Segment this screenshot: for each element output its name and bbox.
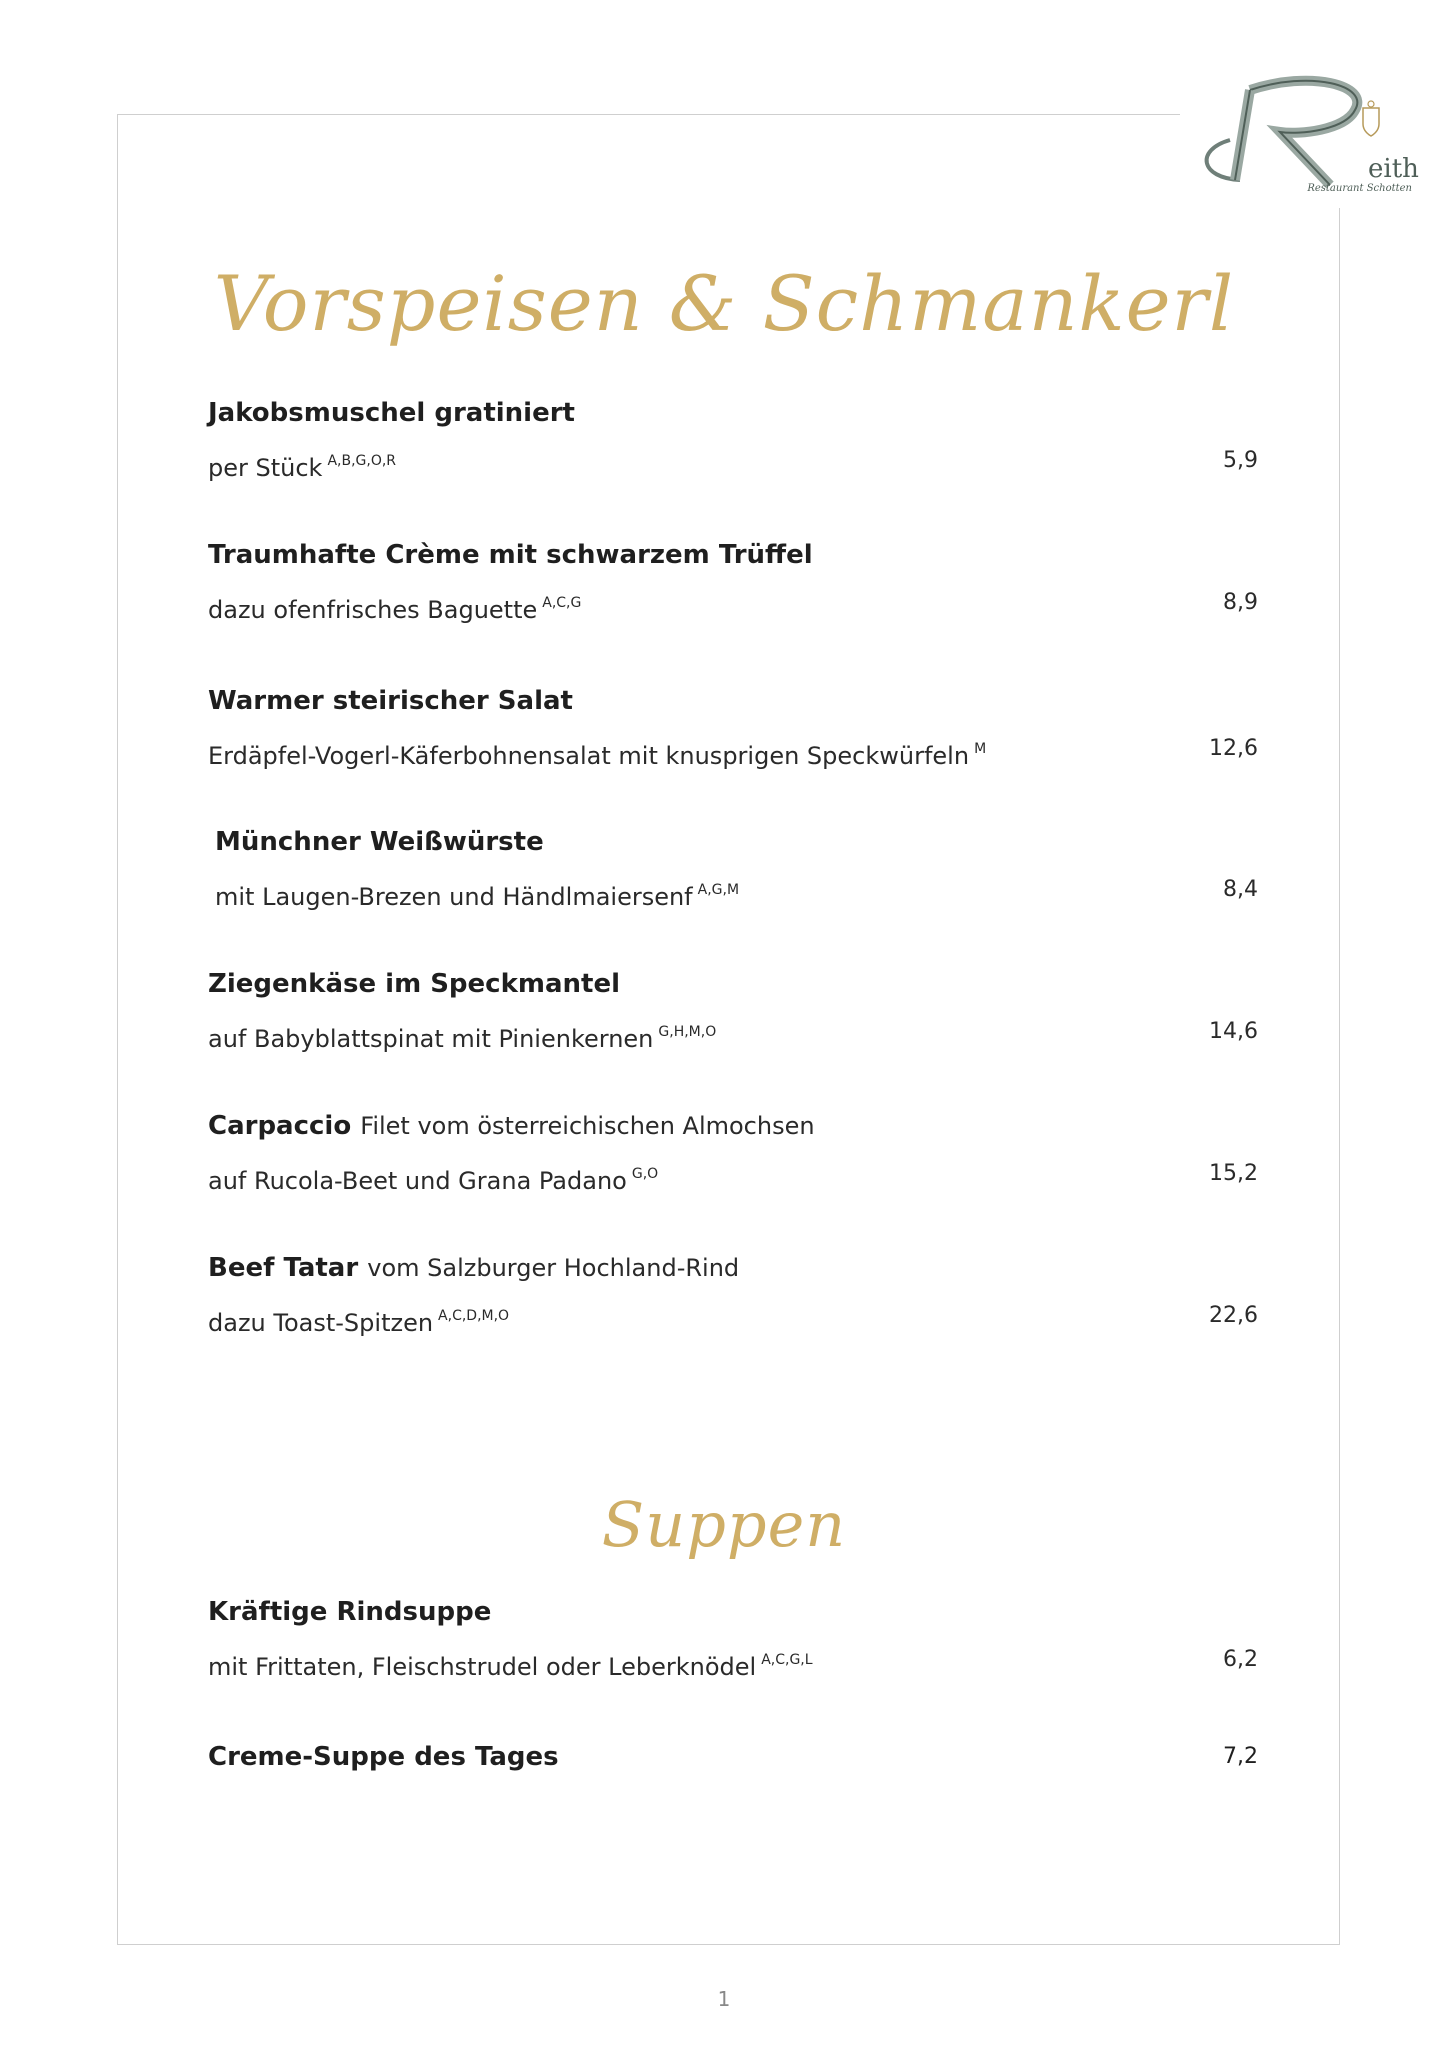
- allergen-codes: G,H,M,O: [658, 1024, 717, 1040]
- allergen-codes: A,G,M: [697, 882, 740, 898]
- allergen-codes: M: [974, 741, 987, 757]
- menu-item: [208, 1251, 1258, 1337]
- item-price: 8,9: [1223, 590, 1258, 615]
- logo-name: eith: [1368, 154, 1419, 184]
- item-price: 5,9: [1223, 448, 1258, 473]
- item-description: dazu ofenfrisches Baguette: [208, 596, 538, 624]
- item-description: dazu Toast-Spitzen: [208, 1309, 434, 1337]
- item-price: 12,6: [1209, 736, 1258, 761]
- section-heading-vorspeisen: Vorspeisen & Schmankerl: [213, 258, 1235, 348]
- item-price: 6,2: [1223, 1647, 1258, 1672]
- menu-item: [208, 684, 1258, 770]
- item-description: auf Rucola-Beet und Grana Padano: [208, 1167, 627, 1195]
- item-description: mit Frittaten, Fleischstrudel oder Leberknödel: [208, 1653, 757, 1681]
- item-description: auf Babyblattspinat mit Pinienkernen: [208, 1025, 654, 1053]
- item-description: per Stück: [208, 454, 323, 482]
- item-title: Carpaccio Filet vom österreichischen Almochsen: [208, 1111, 815, 1141]
- allergen-codes: A,C,G: [542, 595, 582, 611]
- logo-letter: R: [1205, 169, 1222, 194]
- item-title: Creme-Suppe des Tages 7,2: [208, 1742, 1258, 1772]
- menu-item: [208, 967, 1258, 1053]
- section-heading-suppen: Suppen: [601, 1488, 847, 1562]
- item-title: Münchner Weißwürste: [215, 827, 544, 857]
- menu-item: [208, 1109, 1258, 1195]
- crest-icon: [1363, 101, 1379, 136]
- menu-item: [208, 1595, 1258, 1681]
- page-number: 1: [717, 1987, 731, 2011]
- menu-item: [208, 538, 1258, 624]
- item-price: 7,2: [1223, 1744, 1258, 1769]
- item-description: Erdäpfel-Vogerl-Käferbohnensalat mit knusprigen Speckwürfeln: [208, 742, 970, 770]
- item-description: mit Laugen-Brezen und Händlmaiersenf: [215, 883, 693, 911]
- menu-item: [215, 825, 1258, 911]
- restaurant-logo: [1180, 60, 1420, 200]
- item-price: 15,2: [1209, 1161, 1258, 1186]
- item-price: 14,6: [1209, 1019, 1258, 1044]
- item-title-detail: vom Salzburger Hochland-Rind: [367, 1254, 740, 1282]
- menu-item: [208, 396, 1258, 482]
- allergen-codes: A,B,G,O,R: [327, 453, 397, 469]
- item-title: Warmer steirischer Salat: [208, 686, 573, 716]
- item-title: Beef Tatar vom Salzburger Hochland-Rind: [208, 1253, 740, 1283]
- allergen-codes: G,O: [631, 1166, 659, 1182]
- menu-item: [208, 1740, 1258, 1774]
- allergen-codes: A,C,D,M,O: [438, 1308, 510, 1324]
- allergen-codes: A,C,G,L: [761, 1652, 813, 1668]
- logo-subtitle: Restaurant Schotten: [1307, 183, 1412, 194]
- item-title: Jakobsmuschel gratiniert: [208, 398, 575, 428]
- item-title: Ziegenkäse im Speckmantel: [208, 969, 621, 999]
- item-title: Kräftige Rindsuppe: [208, 1597, 492, 1627]
- item-title: Traumhafte Crème mit schwarzem Trüffel: [208, 540, 813, 570]
- item-price: 22,6: [1209, 1303, 1258, 1328]
- item-price: 8,4: [1223, 877, 1258, 902]
- item-title-detail: Filet vom österreichischen Almochsen: [360, 1112, 815, 1140]
